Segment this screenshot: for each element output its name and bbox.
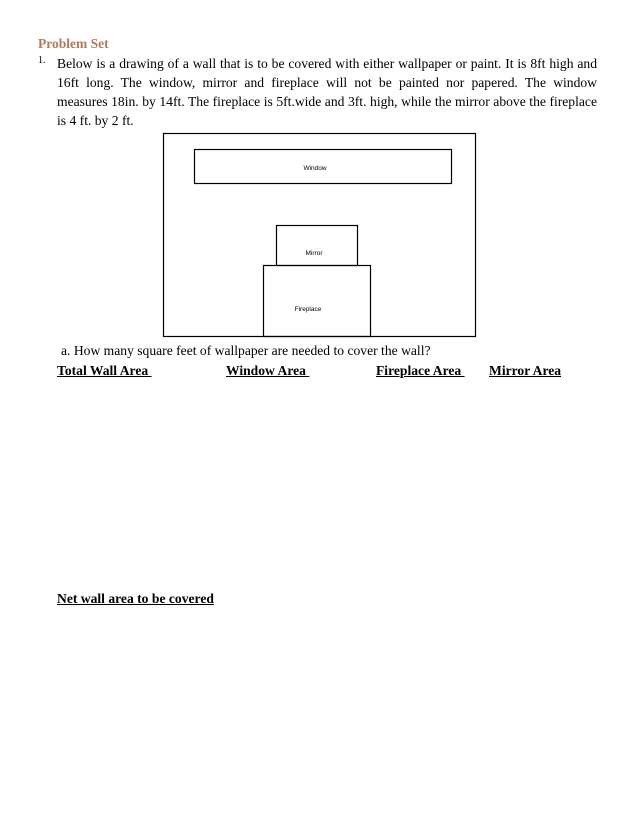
question-a: a. How many square feet of wallpaper are needed to cover the wall?	[61, 343, 431, 358]
fireplace-area-heading: Fireplace Area	[376, 363, 465, 378]
section-title: Problem Set	[38, 36, 109, 51]
fireplace-label: Fireplace	[294, 306, 322, 313]
mirror-area-heading: Mirror Area	[489, 363, 562, 378]
problem-number: 1.	[38, 55, 46, 66]
net-wall-area-heading: Net wall area to be covered	[57, 591, 214, 606]
window-label: Window	[303, 165, 327, 172]
window-area-heading: Window Area	[226, 363, 310, 378]
mirror-label: Mirror	[305, 250, 323, 257]
problem-text: Below is a drawing of a wall that is to be covered with either wallpaper or paint. It is 8ft high and 16ft long. The window, mirror and fireplace will not be painted nor papered. The window measures 18in. by 14ft. The fireplace is 5ft.wide and 3ft. high, while the mirror above the fireplace is 4 ft. by 2 ft.	[57, 56, 597, 128]
mirror-rect	[277, 226, 358, 266]
fireplace-rect	[264, 266, 371, 337]
total-wall-area-heading: Total Wall Area	[57, 363, 152, 378]
